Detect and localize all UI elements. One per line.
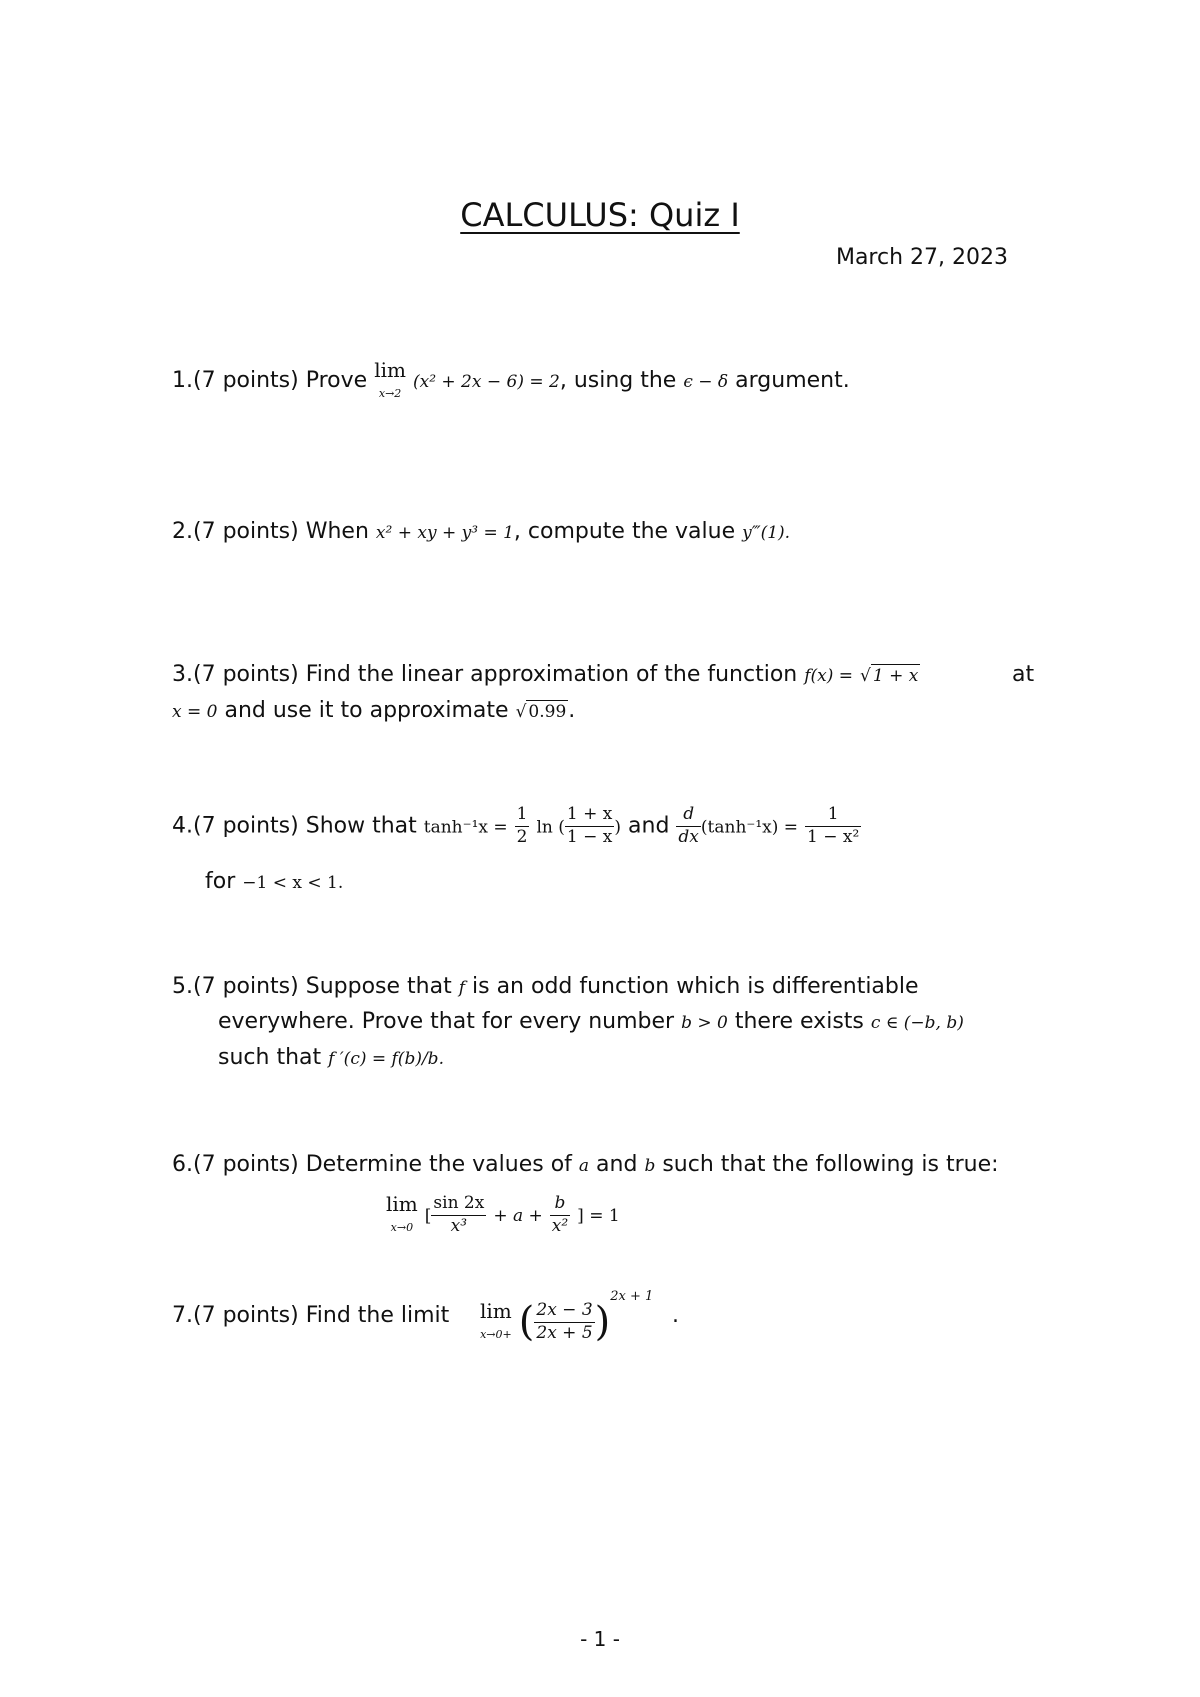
question-7-end: . bbox=[672, 1303, 679, 1328]
question-2: 2.(7 points) When x² + xy + y³ = 1, compute the value y‴(1). bbox=[172, 519, 791, 544]
question-5-line-3: such that f ′(c) = f(b)/b. bbox=[218, 1045, 444, 1070]
question-3-at: at bbox=[1012, 662, 1035, 687]
question-7-formula: lim x→0+ ( $\frac{2x - 3}{2x + 5}$ )$^{2x + 1}$ bbox=[480, 1289, 654, 1345]
question-3-line-1: 3.(7 points) Find the linear approximation of the function f(x) = √ 1 + x bbox=[172, 662, 919, 687]
question-5-line-2: everywhere. Prove that for every number b > 0 there exists c ∈ (−b, b) bbox=[218, 1009, 964, 1034]
question-5-line-1: 5.(7 points) Suppose that f is an odd function which is differentiable bbox=[172, 974, 919, 999]
question-7: 7.(7 points) Find the limit bbox=[172, 1303, 450, 1328]
question-4-line-2: for −1 < x < 1. bbox=[205, 869, 344, 894]
quiz-date: March 27, 2023 bbox=[835, 245, 1008, 270]
question-4-line-1: 4.(7 points) Show that tanh⁻¹x = $\frac{1}{2}$ ln ( $\frac{1 + x}{1 - x}$ ) and $\frac{d}{dx}$ (tanh⁻¹x) = $\frac{1}{\text{1 − x²}}$ bbox=[172, 804, 860, 847]
question-1: 1.(7 points) Prove lim x→2 (x² + 2x − 6) = 2, using the ϵ − δ argument. bbox=[172, 358, 850, 400]
question-6-line-1: 6.(7 points) Determine the values of a and b such that the following is true: bbox=[172, 1152, 999, 1177]
page-title: CALCULUS: Quiz I bbox=[460, 196, 740, 234]
question-3-line-2: x = 0 and use it to approximate √ 0.99. bbox=[172, 698, 576, 723]
question-6-formula: lim x→0 [ $\frac{\sin 2x}{\text{x³}}$ + a + $\frac{b}{\text{x²}}$ ] = 1 bbox=[386, 1192, 620, 1236]
page-number: - 1 - bbox=[580, 1627, 620, 1651]
